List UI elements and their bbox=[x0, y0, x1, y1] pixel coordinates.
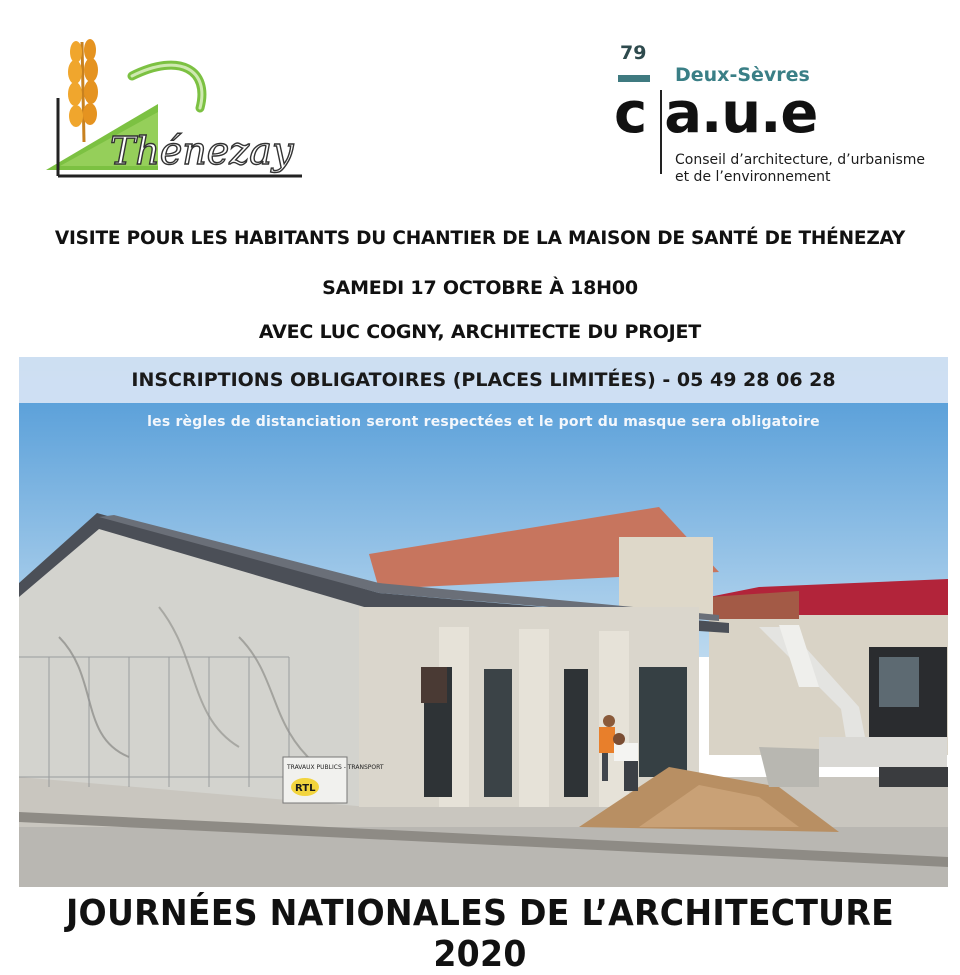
registration-banner bbox=[19, 357, 948, 403]
caue-subtitle bbox=[675, 152, 925, 186]
event-date: SAMEDI 17 OCTOBRE À 18H00 bbox=[322, 277, 638, 299]
wheat-ear-icon bbox=[68, 39, 98, 142]
caue-dept-name: Deux-Sèvres bbox=[675, 64, 810, 86]
event-host: AVEC LUC COGNY, ARCHITECTE DU PROJET bbox=[258, 321, 702, 343]
caue-divider bbox=[660, 90, 662, 174]
sign-board-brand: RTL bbox=[295, 783, 316, 794]
thenezay-logo-text: Thénezay bbox=[110, 129, 294, 173]
footer-title: JOURNÉES NATIONALES DE L’ARCHITECTURE 2020 bbox=[65, 893, 895, 975]
caue-wordmark bbox=[614, 81, 818, 146]
caue-subtitle-line2: et de l’environnement bbox=[675, 169, 831, 185]
caue-wordmark-c: c bbox=[614, 81, 647, 146]
thenezay-logo bbox=[40, 30, 312, 182]
caue-logo bbox=[612, 42, 932, 192]
caue-dept-number: 79 bbox=[620, 42, 647, 64]
event-title: VISITE POUR LES HABITANTS DU CHANTIER DE LA MAISON DE SANTÉ DE THÉNEZAY bbox=[54, 228, 906, 249]
caue-wordmark-aue: a.u.e bbox=[664, 81, 818, 146]
distancing-notice: les règles de distanciation seront respectées et le port du masque sera obligatoire bbox=[147, 414, 820, 430]
registration-text: INSCRIPTIONS OBLIGATOIRES (PLACES LIMITÉES) - 05 49 28 06 28 bbox=[131, 369, 836, 391]
caue-subtitle-line1: Conseil d’architecture, d’urbanisme bbox=[675, 152, 926, 168]
sign-board-text: TRAVAUX PUBLICS - TRANSPORT bbox=[287, 764, 384, 771]
construction-site-photo bbox=[19, 357, 948, 887]
